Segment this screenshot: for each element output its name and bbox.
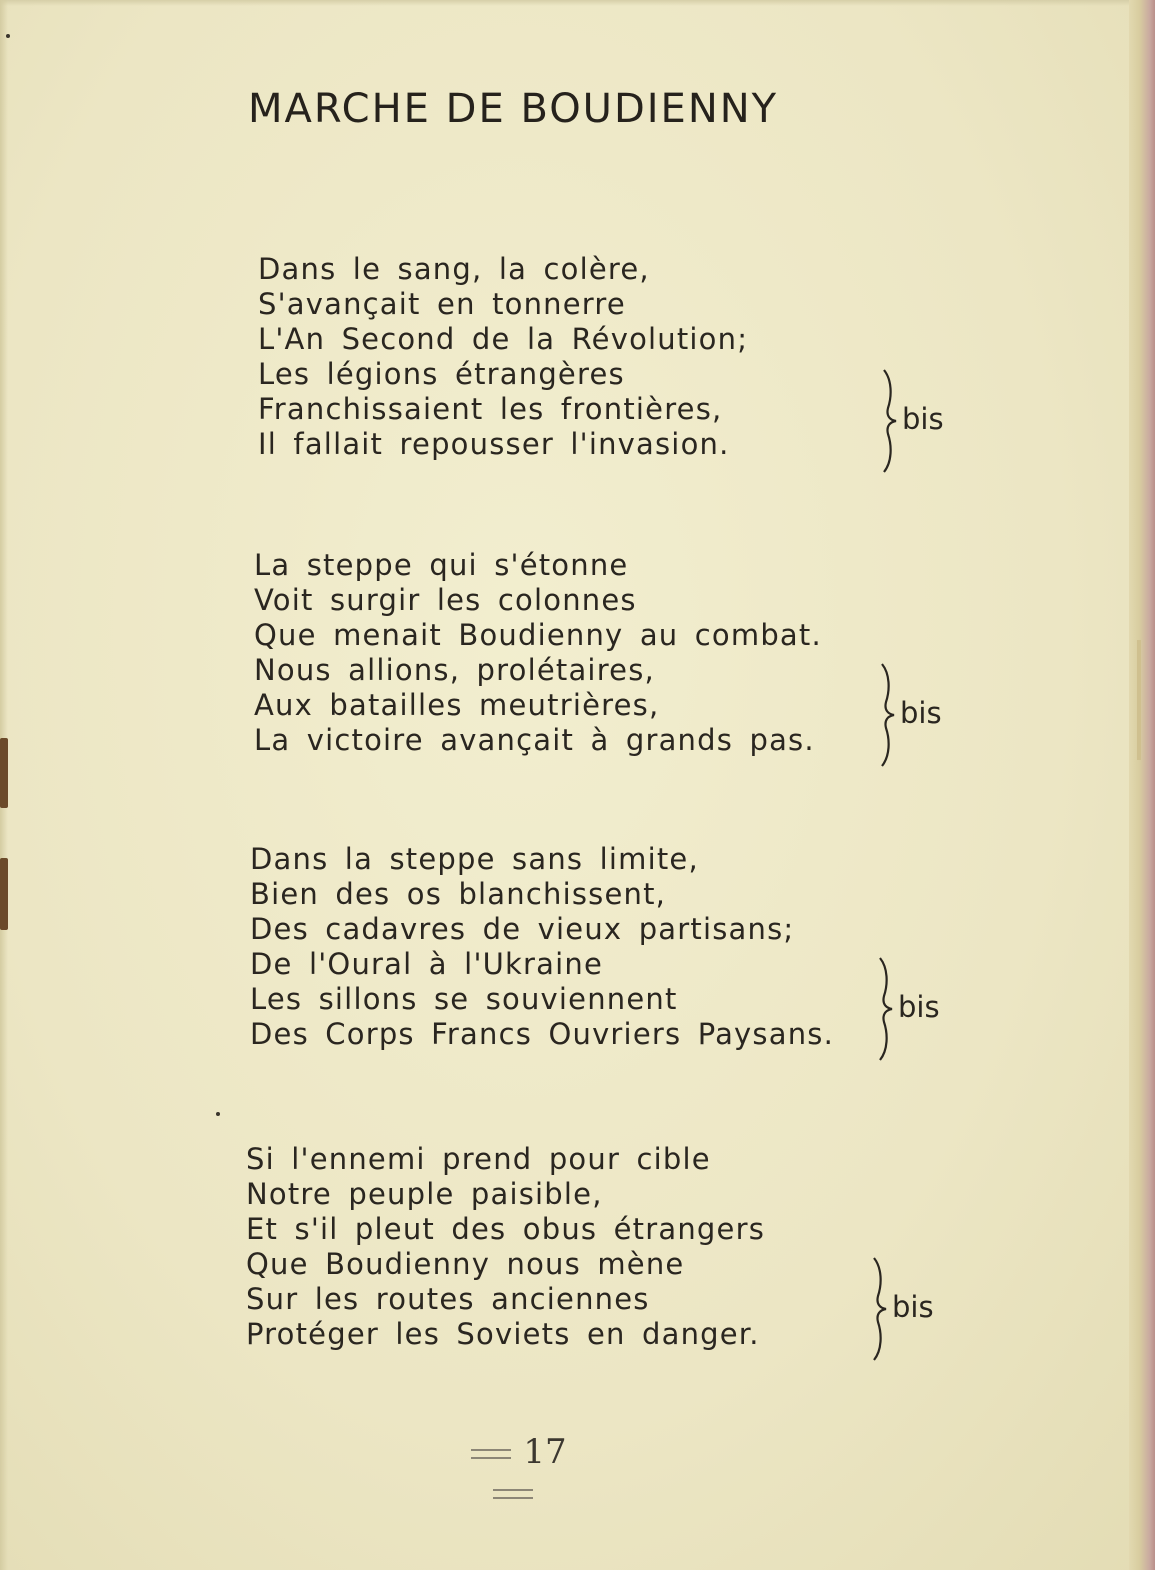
verse-line: Dans le sang, la colère, [258,252,650,286]
page-top-edge [0,0,1155,6]
verse-line: Dans la steppe sans limite, [250,842,699,876]
verse-line: Si l'ennemi prend pour cible [246,1142,711,1176]
verse-line: S'avançait en tonnerre [258,287,626,321]
verse-line: Aux batailles meutrières, [254,688,660,722]
verse-line: De l'Oural à l'Ukraine [250,947,604,981]
curly-brace-icon [874,954,896,1064]
bis-label: bis [900,696,942,730]
folio-dash-left [471,1449,511,1459]
page-right-edge [1129,0,1155,1570]
stanza-3 [250,842,834,1052]
verse-line: Que Boudienny nous mène [246,1247,685,1281]
verse-line: La steppe qui s'étonne [254,548,629,582]
verse-line: Des cadavres de vieux partisans; [250,912,795,946]
curly-brace-icon [876,660,898,770]
verse-line: Les légions étrangères [258,357,625,391]
verse-line: La victoire avançait à grands pas. [254,723,815,757]
verse-line: Il fallait repousser l'invasion. [258,427,730,461]
verse-line: Franchissaient les frontières, [258,392,723,426]
verse-line: Que menait Boudienny au combat. [254,618,822,652]
stanza-1 [258,252,748,462]
verse-line: Voit surgir les colonnes [254,583,637,617]
verse-line: Des Corps Francs Ouvriers Paysans. [250,1017,835,1051]
bis-label: bis [898,990,940,1024]
paper-speck [6,34,10,38]
verse-line: Les sillons se souviennent [250,982,678,1016]
paper-speck [216,1112,220,1116]
page-number [428,1432,598,1512]
stanza-4 [246,1142,765,1352]
verse-line: Protéger les Soviets en danger. [246,1317,760,1351]
binding-staple-mark [0,738,8,808]
verse-line: L'An Second de la Révolution; [258,322,749,356]
curly-brace-icon [868,1254,890,1364]
page-number-value: 17 [523,1432,567,1472]
bis-label: bis [892,1290,934,1324]
verse-line: Et s'il pleut des obus étrangers [246,1212,766,1246]
song-title: MARCHE DE BOUDIENNY [248,86,779,132]
verse-line: Nous allions, prolétaires, [254,653,655,687]
verse-line: Sur les routes anciennes [246,1282,650,1316]
stanza-2 [254,548,822,758]
verse-line: Bien des os blanchissent, [250,877,667,911]
bis-label: bis [902,402,944,436]
verse-line: Notre peuple paisible, [246,1177,603,1211]
page-fold-mark [1137,640,1141,760]
folio-dash-right [493,1489,533,1499]
binding-staple-mark [0,858,8,930]
curly-brace-icon [878,366,900,476]
